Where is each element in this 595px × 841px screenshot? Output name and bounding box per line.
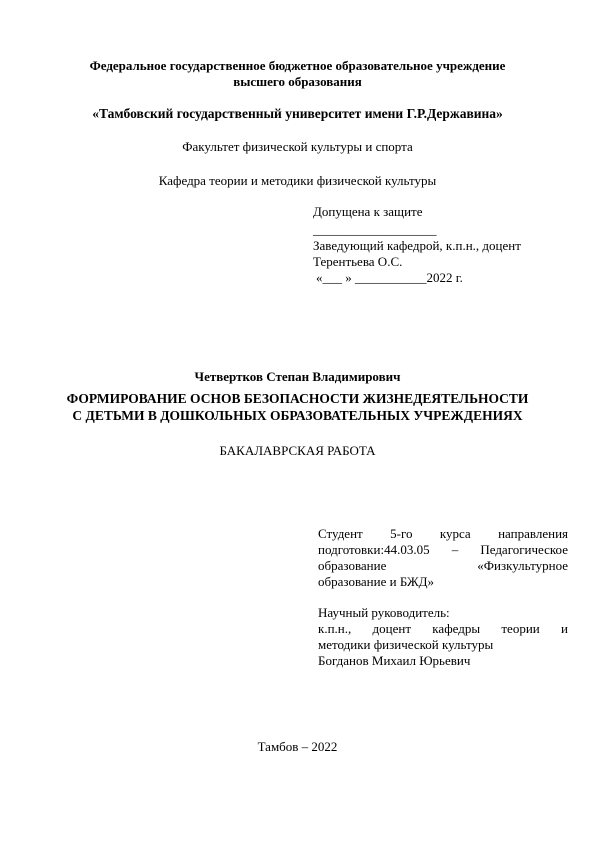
approval-block bbox=[313, 204, 573, 286]
student-info-line: подготовки:44.03.05 – Педагогическое bbox=[318, 542, 568, 557]
institution-line1: Федеральное государственное бюджетное образовательное учреждение bbox=[89, 58, 506, 73]
head-position: Заведующий кафедрой, к.п.н., доцент bbox=[313, 238, 521, 253]
signature-line: ___________________ bbox=[313, 222, 437, 237]
student-info bbox=[318, 526, 568, 590]
supervisor-line2: методики физической культуры bbox=[318, 637, 494, 652]
supervisor-label: Научный руководитель: bbox=[318, 605, 450, 620]
supervisor-line1: к.п.н., доцент кафедры теории и bbox=[318, 621, 568, 636]
faculty-name: Факультет физической культуры и спорта bbox=[182, 139, 413, 154]
student-info-line: Студент 5-го курса направления bbox=[318, 526, 568, 541]
author-name: Четвертков Степан Владимирович bbox=[194, 369, 401, 384]
approval-date-line: «___ » ___________2022 г. bbox=[316, 270, 463, 285]
head-name: Терентьева О.С. bbox=[313, 254, 403, 269]
supervisor-info bbox=[318, 605, 568, 669]
supervisor-name: Богданов Михаил Юрьевич bbox=[318, 653, 471, 668]
work-type: БАКАЛАВРСКАЯ РАБОТА bbox=[219, 443, 376, 458]
department-name: Кафедра теории и методики физической культуры bbox=[158, 173, 437, 188]
thesis-title-line1: ФОРМИРОВАНИЕ ОСНОВ БЕЗОПАСНОСТИ ЖИЗНЕДЕЯТЕЛЬНОСТИ bbox=[66, 391, 529, 406]
student-info-line: образование и БЖД» bbox=[318, 574, 434, 589]
approval-title: Допущена к защите bbox=[313, 204, 423, 219]
thesis-title-line2: С ДЕТЬМИ В ДОШКОЛЬНЫХ ОБРАЗОВАТЕЛЬНЫХ УЧРЕЖДЕНИЯХ bbox=[72, 408, 523, 423]
institution-line2: высшего образования bbox=[233, 74, 362, 89]
city-year: Тамбов – 2022 bbox=[257, 739, 338, 754]
university-name: «Тамбовский государственный университет имени Г.Р.Державина» bbox=[92, 106, 503, 121]
student-info-line: образование «Физкультурное bbox=[318, 558, 568, 573]
